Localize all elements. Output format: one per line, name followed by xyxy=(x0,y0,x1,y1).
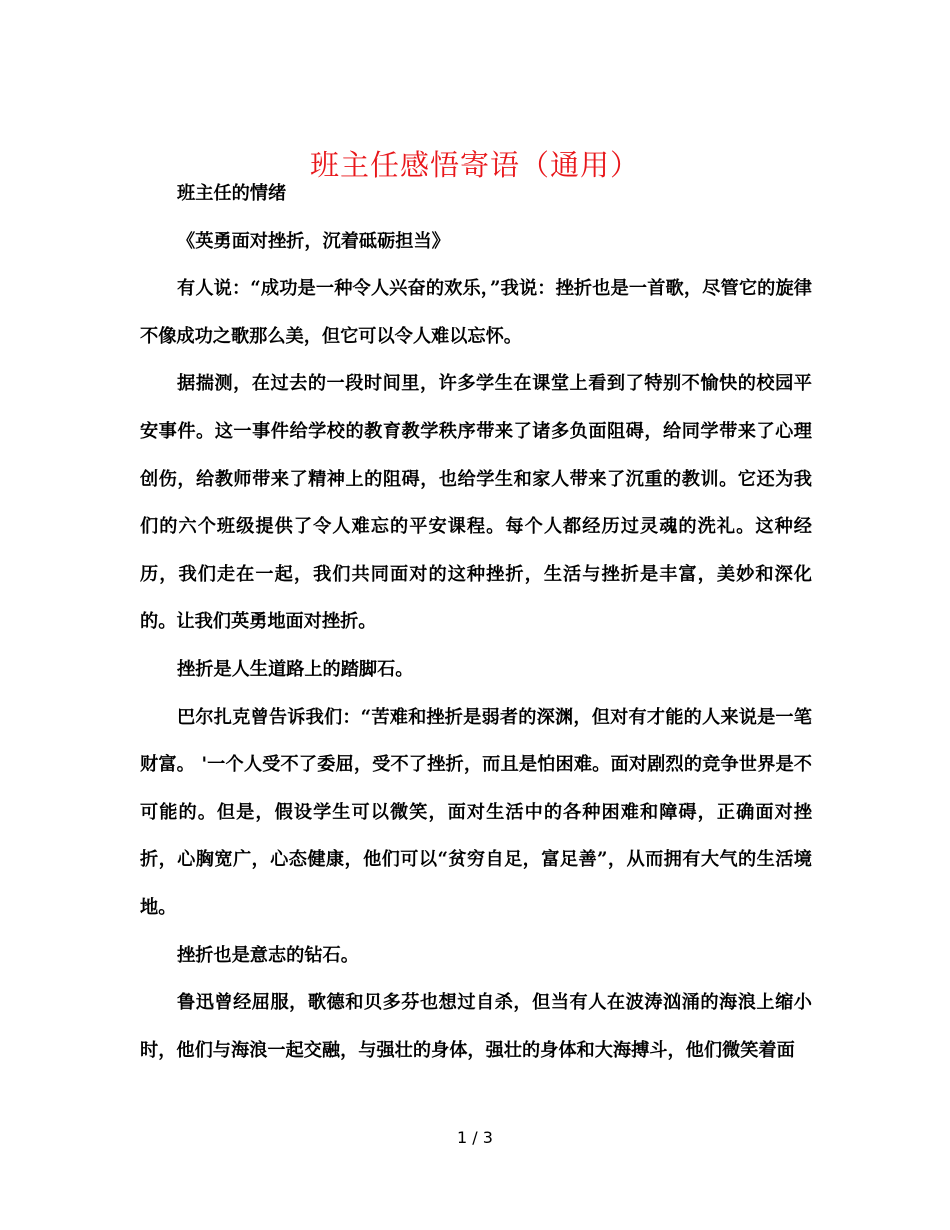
document-body xyxy=(140,170,812,1074)
paragraph: 挫折也是意志的钻石。 xyxy=(177,944,359,966)
paragraph: 《英勇面对挫折，沉着砥砺担当》 xyxy=(177,230,450,252)
paragraph: 挫折是人生道路上的踏脚石。 xyxy=(177,658,414,680)
paragraph: 鲁迅曾经屈服，歌德和贝多芬也想过自杀，但当有人在波涛汹涌的海浪上缩小时，他们与海浪一起交融，与强壮的身体，强壮的身体和大海搏斗，他们微笑着面 xyxy=(140,992,812,1061)
paragraph: 据揣测，在过去的一段时间里，许多学生在课堂上看到了特别不愉快的校园平安事件。这一事件给学校的教育教学秩序带来了诸多负面阻碍，给同学带来了心理创伤，给教师带来了精神上的阻碍，也给学生和家人带来了沉重的教训。它还为我们的六个班级提供了令人难忘的平安课程。每个人都经历过灵魂的洗礼。这种经历，我们走在一起，我们共同面对的这种挫折，生活与挫折是丰富，美妙和深化的。让我们英勇地面对挫折。 xyxy=(140,373,812,633)
paragraph: 班主任的情绪 xyxy=(177,183,287,204)
page-indicator: 1 / 3 xyxy=(457,1128,493,1147)
document-title: 班主任感悟寄语（通用） xyxy=(309,148,640,183)
paragraph: 巴尔扎克曾告诉我们：“苦难和挫折是弱者的深渊，但对有才能的人来说是一笔财富。 '一个人受不了委屈，受不了挫折，而且是怕困难。面对剧烈的竞争世界是不可能的。但是，假设学生可以微笑，面对生活中的各种困难和障碍，正确面对挫折，心胸宽广，心态健康，他们可以“贫穷自足，富足善”，从而拥有大气的生活境地。 xyxy=(140,706,812,918)
paragraph: 有人说：“成功是一种令人兴奋的欢乐，”我说：挫折也是一首歌，尽管它的旋律不像成功之歌那么美，但它可以令人难以忘怀。 xyxy=(140,278,812,347)
